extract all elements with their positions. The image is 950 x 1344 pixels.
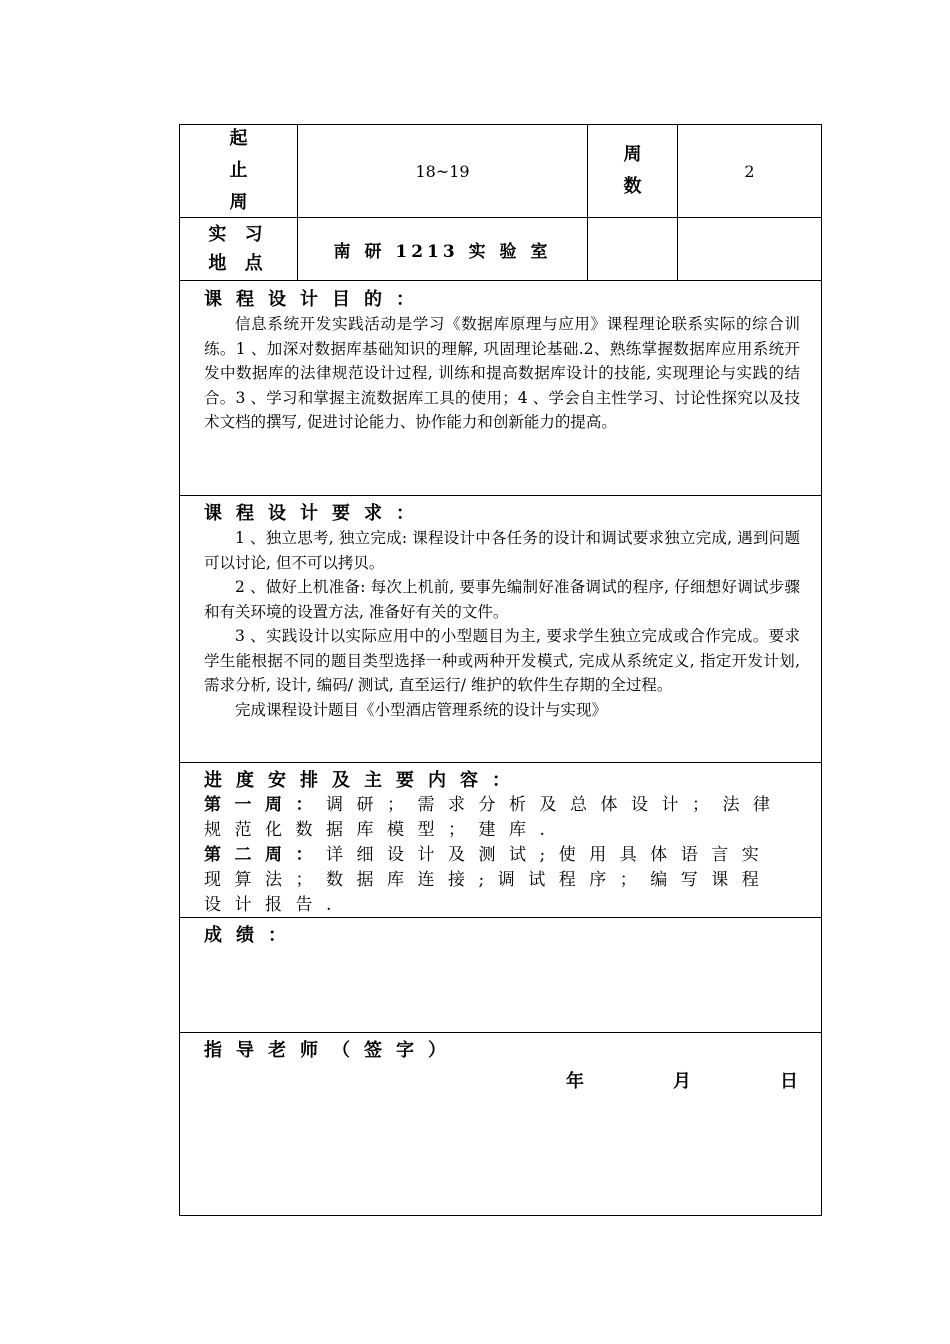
- week-1-label: 第一周：: [204, 795, 326, 815]
- period-label: 起止周: [229, 128, 248, 213]
- teacher-section: [180, 1033, 821, 1215]
- location-label-line-1: 实 习: [208, 224, 269, 245]
- weeks-value-cell: [678, 125, 821, 217]
- schedule-title: 进度安排及主要内容：: [204, 770, 524, 791]
- signature-date: [566, 1067, 798, 1093]
- requirement-item-3: 3 、实践设计以实际应用中的小型题目为主, 要求学生独立完成或合作完成。要求学生能根据不同的题目类型选择一种或两种开发模式, 完成从系统定义, 指定开发计划, 需求分析, 设计, 编码/ 测试, 直至运行/ 维护的软件生存期的全过程。: [204, 627, 800, 694]
- grade-title: 成绩：: [204, 925, 300, 946]
- location-empty-cell-1: [588, 218, 678, 280]
- course-design-form: [179, 124, 822, 1216]
- location-empty-cell-2: [678, 218, 821, 280]
- grade-section: [180, 918, 821, 1033]
- teacher-title: 指导老师（签字）: [204, 1040, 460, 1061]
- period-label-cell: [180, 125, 298, 217]
- period-row: [180, 125, 821, 218]
- purpose-title: 课程设计目的：: [204, 289, 428, 310]
- period-value: 18~19: [415, 161, 470, 181]
- requirement-item-1: 1 、独立思考, 独立完成: 课程设计中各任务的设计和调试要求独立完成, 遇到问题可以讨论, 但不可以拷贝。: [204, 529, 800, 572]
- date-day-label: 日: [780, 1071, 798, 1092]
- period-value-cell: [298, 125, 588, 217]
- requirement-item-2: 2 、做好上机准备: 每次上机前, 要事先编制好准备调试的程序, 仔细想好调试步骤和有关环境的设置方法, 准备好有关的文件。: [204, 578, 800, 621]
- location-value-cell: [298, 218, 588, 280]
- location-row: [180, 218, 821, 281]
- date-month-label: 月: [673, 1071, 691, 1092]
- location-label-cell: [180, 218, 298, 280]
- weeks-label-cell: [588, 125, 678, 217]
- requirements-title: 课程设计要求：: [204, 503, 428, 524]
- purpose-section: [180, 281, 821, 496]
- location-value: 南 研 1213 实 验 室: [333, 241, 552, 262]
- weeks-label: 周数: [623, 144, 642, 197]
- weeks-value: 2: [744, 161, 755, 181]
- purpose-text: 信息系统开发实践活动是学习《数据库原理与应用》课程理论联系实际的综合训练。1 、加深对数据库基础知识的理解, 巩固理论基础.2、熟练掌握数据库应用系统开发中数据库的法律规范设计过程, 训练和提高数据库设计的技能, 实现理论与实践的结合。3 、学习和掌握主流数据库工具的使用；4 、学会自主性学习、讨论性探究以及技术文档的撰写, 促进讨论能力、协作能力和创新能力的提高。: [204, 315, 800, 431]
- date-year-label: 年: [566, 1071, 584, 1092]
- schedule-week-1: [204, 793, 794, 843]
- location-label-line-2: 地 点: [208, 253, 269, 274]
- week-2-text: 详细设计及测试;使用具体语言实现算法；数据库连接;调试程序；编写课程设计报告.: [204, 845, 773, 915]
- requirements-body: [204, 526, 800, 722]
- schedule-week-2: [204, 843, 794, 918]
- purpose-body: [204, 312, 800, 435]
- requirement-item-4: 完成课程设计题目《小型酒店管理系统的设计与实现》: [235, 700, 608, 719]
- week-1-text: 调研；需求分析及总体设计；法律规范化数据库模型；建库.: [204, 795, 784, 840]
- schedule-section: [180, 763, 821, 918]
- requirements-section: [180, 496, 821, 763]
- week-2-label: 第二周：: [204, 845, 326, 865]
